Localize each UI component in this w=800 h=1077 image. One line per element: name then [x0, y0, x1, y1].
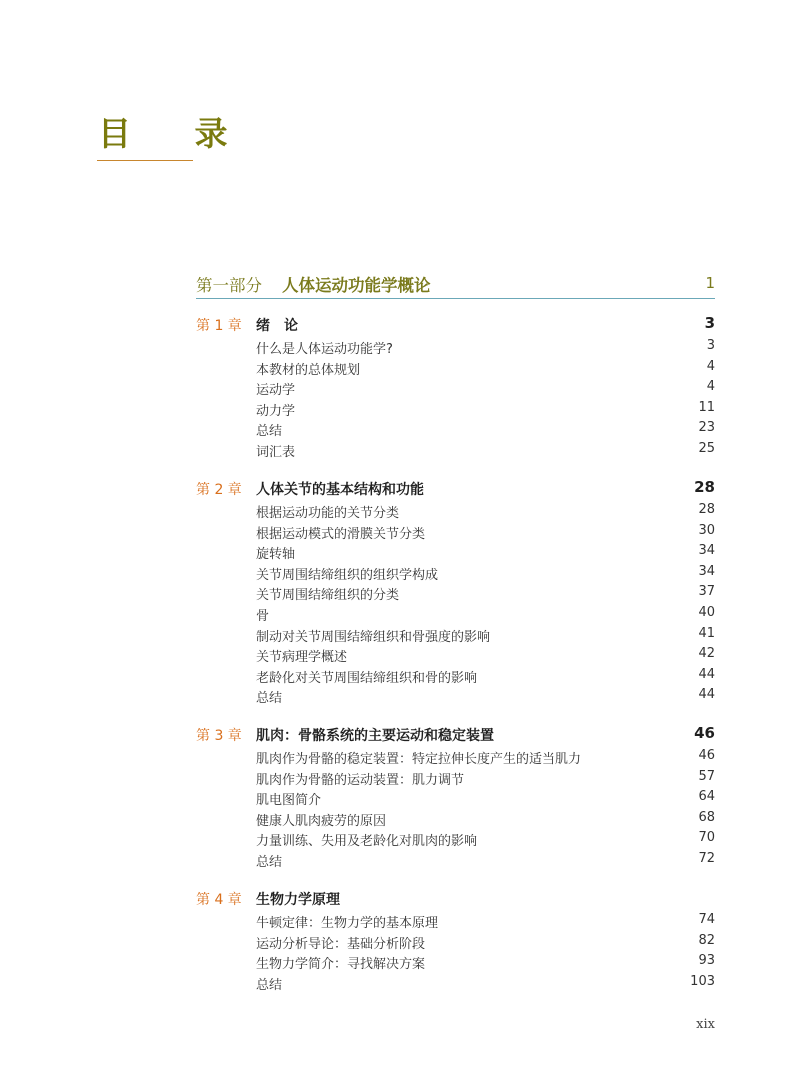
section-page-number: 4	[706, 379, 715, 395]
section-title: 关节周围结缔组织的分类	[256, 588, 400, 604]
section-title: 运动学	[256, 383, 296, 399]
section-title: 制动对关节周围结缔组织和骨强度的影响	[256, 629, 491, 645]
section-page-number: 11	[698, 399, 715, 415]
section-page-number: 82	[698, 932, 715, 948]
chapter-heading[interactable]	[0, 479, 800, 501]
section-list	[0, 747, 800, 871]
section-entry[interactable]	[0, 419, 800, 440]
section-entry[interactable]	[0, 358, 800, 379]
section-title: 总结	[256, 854, 283, 870]
part-number: 第一部分	[196, 276, 262, 295]
section-entry[interactable]	[0, 583, 800, 604]
section-entry[interactable]	[0, 563, 800, 584]
section-page-number: 30	[698, 522, 715, 538]
section-title: 骨	[256, 608, 270, 624]
section-title: 什么是人体运动功能学?	[256, 342, 393, 357]
section-entry[interactable]	[0, 829, 800, 850]
part-entry[interactable]	[196, 270, 715, 300]
chapter-title: 生物力学原理	[256, 892, 340, 908]
section-entry[interactable]	[0, 932, 800, 953]
chapter-4	[0, 889, 800, 993]
section-title: 肌肉作为骨骼的运动装置：肌力调节	[256, 772, 465, 788]
section-title: 老龄化对关节周围结缔组织和骨的影响	[256, 670, 478, 686]
section-page-number: 57	[698, 768, 715, 784]
section-page-number: 70	[698, 830, 715, 846]
section-entry[interactable]	[0, 809, 800, 830]
section-title: 根据运动功能的关节分类	[256, 506, 400, 521]
part-label-group	[196, 272, 431, 296]
section-title: 牛顿定律：生物力学的基本原理	[256, 916, 439, 931]
section-entry[interactable]	[0, 768, 800, 789]
chapter-page-number: 46	[694, 724, 715, 742]
heading-underline	[97, 160, 193, 161]
section-title: 肌电图简介	[256, 793, 322, 809]
section-entry[interactable]	[0, 645, 800, 666]
section-entry[interactable]	[0, 522, 800, 543]
section-page-number: 44	[698, 666, 715, 682]
chapter-number: 第 2 章	[196, 482, 242, 498]
section-title: 运动分析导论：基础分析阶段	[256, 936, 426, 952]
section-page-number: 68	[698, 809, 715, 825]
section-page-number: 25	[698, 440, 715, 456]
section-title: 本教材的总体规划	[256, 362, 361, 378]
section-page-number: 72	[698, 850, 715, 866]
section-entry[interactable]	[0, 973, 800, 994]
chapter-2	[0, 479, 800, 707]
section-list	[0, 911, 800, 993]
section-page-number: 28	[698, 502, 715, 517]
section-title: 健康人肌肉疲劳的原因	[256, 813, 387, 829]
section-entry[interactable]	[0, 911, 800, 932]
chapter-heading[interactable]	[0, 725, 800, 747]
section-entry[interactable]	[0, 440, 800, 461]
chapter-heading[interactable]	[0, 889, 800, 911]
section-page-number: 103	[690, 973, 715, 989]
section-title: 肌肉作为骨骼的稳定装置：特定拉伸长度产生的适当肌力	[256, 752, 582, 767]
section-list	[0, 501, 800, 707]
section-list	[0, 337, 800, 461]
chapter-3	[0, 725, 800, 871]
section-title: 总结	[256, 424, 283, 440]
chapter-title: 绪 论	[256, 318, 298, 334]
section-entry[interactable]	[0, 378, 800, 399]
section-title: 总结	[256, 691, 283, 707]
section-page-number: 41	[698, 625, 715, 641]
page-folio: xix	[696, 1017, 715, 1032]
section-page-number: 44	[698, 687, 715, 703]
section-entry[interactable]	[0, 501, 800, 522]
section-entry[interactable]	[0, 337, 800, 358]
section-page-number: 42	[698, 646, 715, 662]
section-entry[interactable]	[0, 399, 800, 420]
chapter-heading[interactable]	[0, 315, 800, 337]
part-title: 人体运动功能学概论	[282, 276, 431, 295]
section-page-number: 23	[698, 420, 715, 436]
chapter-page-number: 3	[704, 314, 715, 332]
section-title: 动力学	[256, 403, 296, 419]
section-title: 生物力学简介：寻找解决方案	[256, 957, 426, 973]
section-title: 力量训练、失用及老龄化对肌肉的影响	[256, 834, 478, 850]
section-title: 总结	[256, 977, 283, 993]
section-entry[interactable]	[0, 542, 800, 563]
section-entry[interactable]	[0, 850, 800, 871]
section-page-number: 4	[706, 358, 715, 374]
section-entry[interactable]	[0, 666, 800, 687]
section-entry[interactable]	[0, 604, 800, 625]
section-entry[interactable]	[0, 686, 800, 707]
section-page-number: 74	[698, 912, 715, 927]
chapter-title: 人体关节的基本结构和功能	[256, 482, 424, 498]
section-page-number: 34	[698, 563, 715, 579]
section-entry[interactable]	[0, 625, 800, 646]
section-page-number: 64	[698, 789, 715, 805]
part-page-number: 1	[705, 274, 715, 292]
section-page-number: 34	[698, 543, 715, 559]
section-title: 关节病理学概述	[256, 650, 348, 666]
section-page-number: 3	[706, 338, 715, 353]
section-page-number: 40	[698, 604, 715, 620]
section-entry[interactable]	[0, 788, 800, 809]
toc-heading: 目 录	[98, 114, 254, 153]
section-page-number: 93	[698, 953, 715, 969]
section-title: 关节周围结缔组织的组织学构成	[256, 567, 439, 583]
section-page-number: 46	[698, 748, 715, 763]
chapter-number: 第 4 章	[196, 892, 242, 908]
section-title: 根据运动模式的滑膜关节分类	[256, 526, 426, 542]
section-page-number: 37	[698, 584, 715, 600]
chapter-1	[0, 315, 800, 461]
part-divider	[196, 298, 715, 299]
chapter-number: 第 3 章	[196, 728, 242, 744]
section-title: 旋转轴	[256, 547, 296, 563]
section-title: 词汇表	[256, 444, 296, 460]
chapter-title: 肌肉：骨骼系统的主要运动和稳定装置	[256, 728, 494, 744]
section-entry[interactable]	[0, 952, 800, 973]
chapter-page-number: 28	[694, 478, 715, 496]
section-entry[interactable]	[0, 747, 800, 768]
chapter-number: 第 1 章	[196, 318, 242, 334]
